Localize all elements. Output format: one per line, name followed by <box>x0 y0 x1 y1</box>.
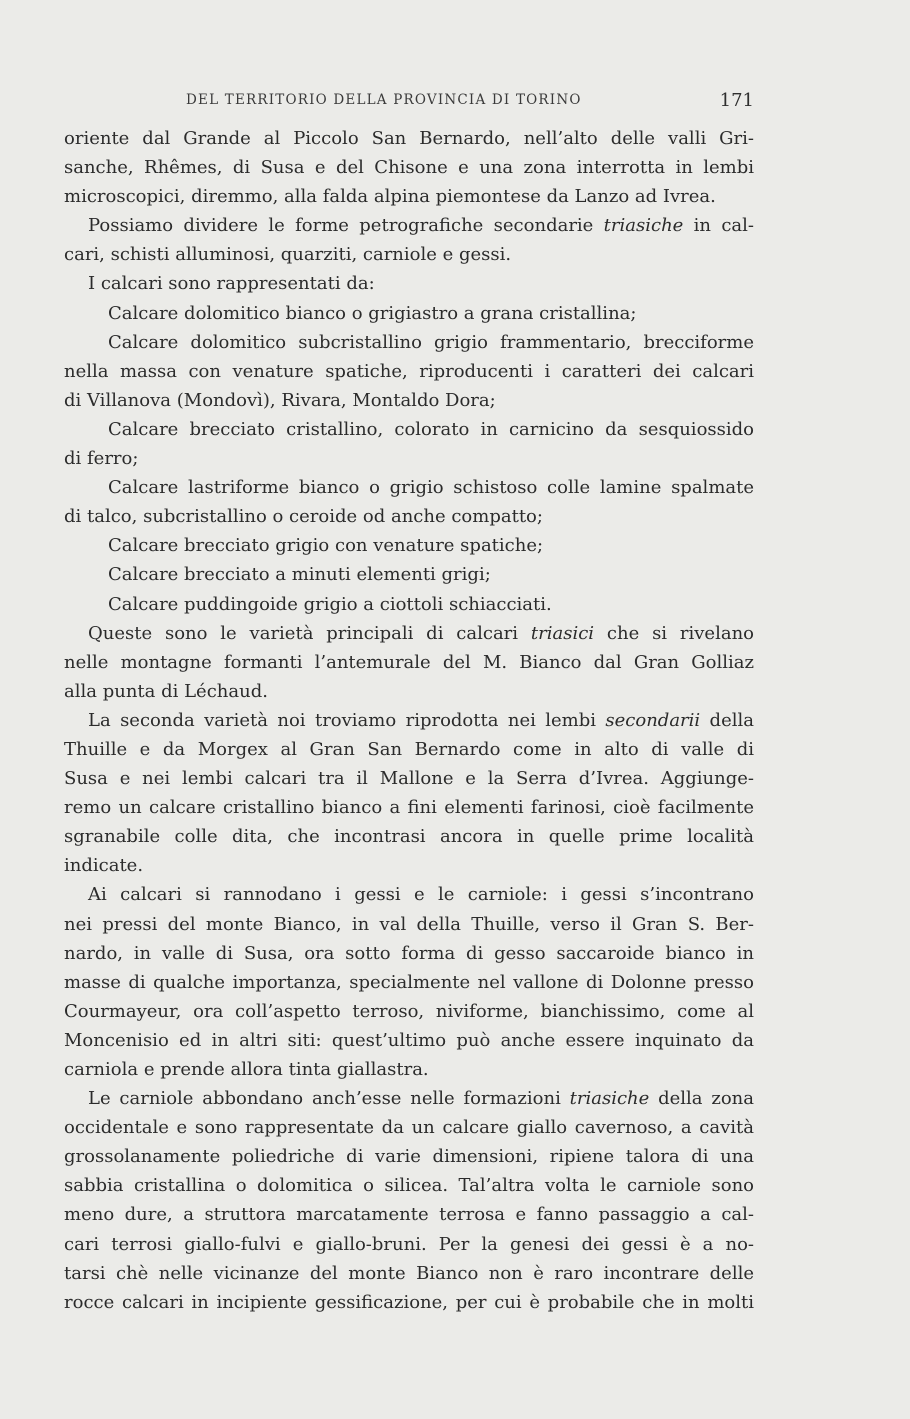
page-number: 171 <box>719 90 754 111</box>
text-line: Possiamo dividere le forme petrografiche secondarie triasiche in cal- <box>88 215 754 237</box>
text-line: grossolanamente poliedriche di varie dimensioni, ripiene talora di una <box>64 1146 754 1168</box>
body-text <box>64 124 754 1317</box>
text-line: di Villanova (Mondovì), Rivara, Montaldo Dora; <box>64 389 496 411</box>
text-line: Queste sono le varietà principali di calcari triasici che si rivelano <box>88 622 754 644</box>
text-line: tarsi chè nelle vicinanze del monte Bianco non è raro incontrare delle <box>64 1262 754 1284</box>
text-line: oriente dal Grande al Piccolo San Bernardo, nell’alto delle valli Gri- <box>64 128 754 149</box>
text-line: di talco, subcristallino o ceroide od anche compatto; <box>64 506 543 528</box>
text-line: Calcare puddingoide grigio a ciottoli schiacciati. <box>108 593 552 615</box>
text-line: sanche, Rhêmes, di Susa e del Chisone e una zona interrotta in lembi <box>64 157 754 179</box>
text-line: Le carniole abbondano anch’esse nelle formazioni triasiche della zona <box>88 1088 754 1110</box>
text-line: cari terrosi giallo-fulvi e giallo-bruni. Per la genesi dei gessi è a no- <box>64 1233 754 1255</box>
text-line: Moncenisio ed in altri siti: quest’ultimo può anche essere inquinato da <box>64 1029 754 1051</box>
text-line: La seconda varietà noi troviamo riprodotta nei lembi secondarii della <box>88 709 754 731</box>
running-head: DEL TERRITORIO DELLA PROVINCIA DI TORINO <box>186 92 582 108</box>
text-line: remo un calcare cristallino bianco a fini elementi farinosi, cioè facilmente <box>64 797 754 819</box>
text-line: Calcare dolomitico bianco o grigiastro a grana cristallina; <box>108 302 637 324</box>
text-line: cari, schisti alluminosi, quarziti, carniole e gessi. <box>64 244 512 266</box>
text-line: carniola e prende allora tinta giallastra. <box>64 1059 429 1080</box>
text-line: microscopici, diremmo, alla falda alpina piemontese da Lanzo ad Ivrea. <box>64 186 716 208</box>
text-line: nardo, in valle di Susa, ora sotto forma di gesso saccaroide bianco in <box>64 942 754 964</box>
text-line: Susa e nei lembi calcari tra il Mallone e la Serra d’Ivrea. Aggiunge- <box>64 768 754 790</box>
text-line: nelle montagne formanti l’antemurale del M. Bianco dal Gran Golliaz <box>64 651 754 673</box>
text-line: rocce calcari in incipiente gessificazione, per cui è probabile che in molti <box>64 1291 754 1313</box>
text-line: sgranabile colle dita, che incontrasi ancora in quelle prime località <box>64 826 754 848</box>
text-line: I calcari sono rappresentati da: <box>88 273 375 295</box>
text-line: Courmayeur, ora coll’aspetto terroso, niviforme, bianchissimo, come al <box>64 1000 754 1022</box>
text-line: Calcare brecciato grigio con venature spatiche; <box>108 535 544 557</box>
text-line: indicate. <box>64 855 144 877</box>
text-line: sabbia cristallina o dolomitica o silicea. Tal’altra volta le carniole sono <box>64 1175 754 1197</box>
text-line: meno dure, a struttora marcatamente terrosa e fanno passaggio a cal- <box>64 1204 754 1226</box>
text-line: masse di qualche importanza, specialmente nel vallone di Dolonne presso <box>64 971 754 993</box>
text-line: nei pressi del monte Bianco, in val della Thuille, verso il Gran S. Ber- <box>64 913 754 935</box>
text-line: Calcare brecciato a minuti elementi grigi; <box>108 564 491 586</box>
text-line: Calcare lastriforme bianco o grigio schistoso colle lamine spalmate <box>108 477 754 499</box>
page-header <box>64 90 754 116</box>
text-line: Ai calcari si rannodano i gessi e le carniole: i gessi s’incontrano <box>88 884 754 906</box>
text-line: Calcare brecciato cristallino, colorato in carnicino da sesquiossido <box>108 418 754 440</box>
text-line: nella massa con venature spatiche, riproducenti i caratteri dei calcari <box>64 360 754 382</box>
text-line: di ferro; <box>64 448 139 470</box>
text-line: Calcare dolomitico subcristallino grigio frammentario, brecciforme <box>108 331 754 353</box>
text-line: occidentale e sono rappresentate da un calcare giallo cavernoso, a cavità <box>64 1117 754 1139</box>
text-line: alla punta di Léchaud. <box>64 680 268 702</box>
text-line: Thuille e da Morgex al Gran San Bernardo come in alto di valle di <box>64 738 754 760</box>
